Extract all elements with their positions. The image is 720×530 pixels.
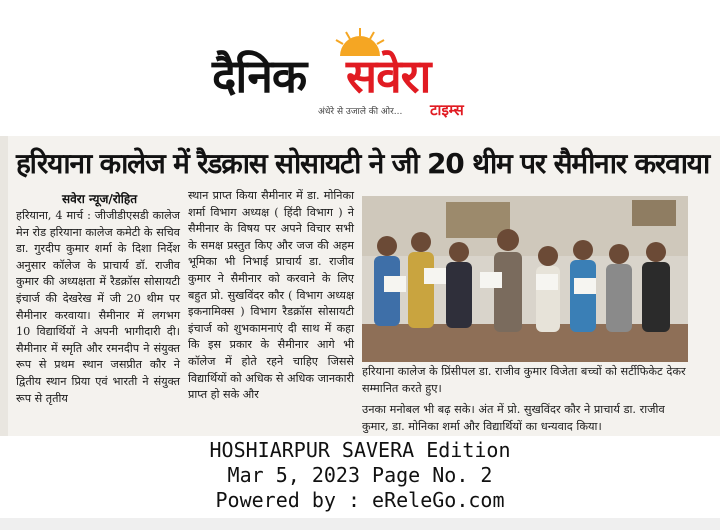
masthead xyxy=(0,0,720,128)
masthead-tagline: अंधेरे से उजाले की ओर... xyxy=(318,107,403,117)
article-column-2: स्थान प्राप्त किया सैमीनार में डा. मोनिका शर्मा विभाग अध्यक्ष ( हिंदी विभाग ) ने सैमीनार के विषय पर अपने विचार सभी के समक्ष प्रस्तुत किए और जज की अहम भूमिका भी निभाई प्राचार्य डा. राजीव कुमार ने सैमीनार को करवाने के लिए बहुत प्रो. सुखविंदर कौर ( विभाग अध्यक्ष इकनामिक्स ) विभाग रैडक्रॉस सोसायटी इंचार्ज को शुभकामनाएं दी साथ में कहा कि इस प्रकार के सैमीनार आगे भी कॉलेज में होते रहने चाहिए जिससे विद्यार्थियों को अधिक से अधिक जानकारी प्राप्त हो सके और xyxy=(188,189,354,402)
news-photo xyxy=(362,196,688,362)
article-byline: सवेरा न्यूज/रोहित xyxy=(62,192,138,206)
edition-name: HOSHIARPUR SAVERA Edition xyxy=(209,438,511,462)
article-closing: उनका मनोबल भी बढ़ सके। अंत में प्रो. सुखविंदर कौर ने प्राचार्य डा. राजीव कुमार, डा. मोनिका शर्मा और विद्यार्थियों का धन्यवाद किया। xyxy=(362,403,665,433)
edition-date-page: Mar 5, 2023 Page No. 2 xyxy=(227,463,493,487)
news-clipping xyxy=(0,136,720,436)
masthead-title-red: सवेरा xyxy=(346,49,431,103)
bottom-strip xyxy=(0,518,720,530)
photo-caption: हरियाना कालेज के प्रिंसीपल डा. राजीव कुमार विजेता बच्चों को सर्टीफिकेट देकर सम्मानित करते हुए। xyxy=(362,365,686,395)
masthead-times-label: टाइम्स xyxy=(430,101,464,119)
powered-by-link[interactable]: Powered by : eReleGo.com xyxy=(215,488,505,512)
masthead-title-black: दैनिक xyxy=(212,49,307,103)
article-headline: हरियाना कालेज में रैडक्रास सोसायटी ने जी 20 थीम पर सैमीनार करवाया xyxy=(16,147,710,180)
article-column-1: हरियाना, 4 मार्च : जीजीडीएसडी कालेज मेन रोड हरियाना कालेज कमेटी के सचिव डा. गुरदीप कुमार शर्मा के दिशा निर्देश अनुसार कॉलेज के प्राचार्य डॉ. राजीव कुमार की अध्यक्षता में रैडक्रॉस सोसायटी इंचार्ज की देखरेख में जी 20 थीम पर सैमीनार करवाया। सैमीनार में लगभग 10 विद्यार्थियों ने अपनी भागीदारी दी। सैमीनार में स्मृति और रमनदीप ने संयुक्त रूप से प्रथम स्थान जसप्रीत कौर ने द्वितीय स्थान प्रिया एवं भारती ने संयुक्त रूप से तृतीय xyxy=(16,209,180,405)
clipping-edge xyxy=(0,136,8,436)
edition-footer xyxy=(0,438,720,513)
